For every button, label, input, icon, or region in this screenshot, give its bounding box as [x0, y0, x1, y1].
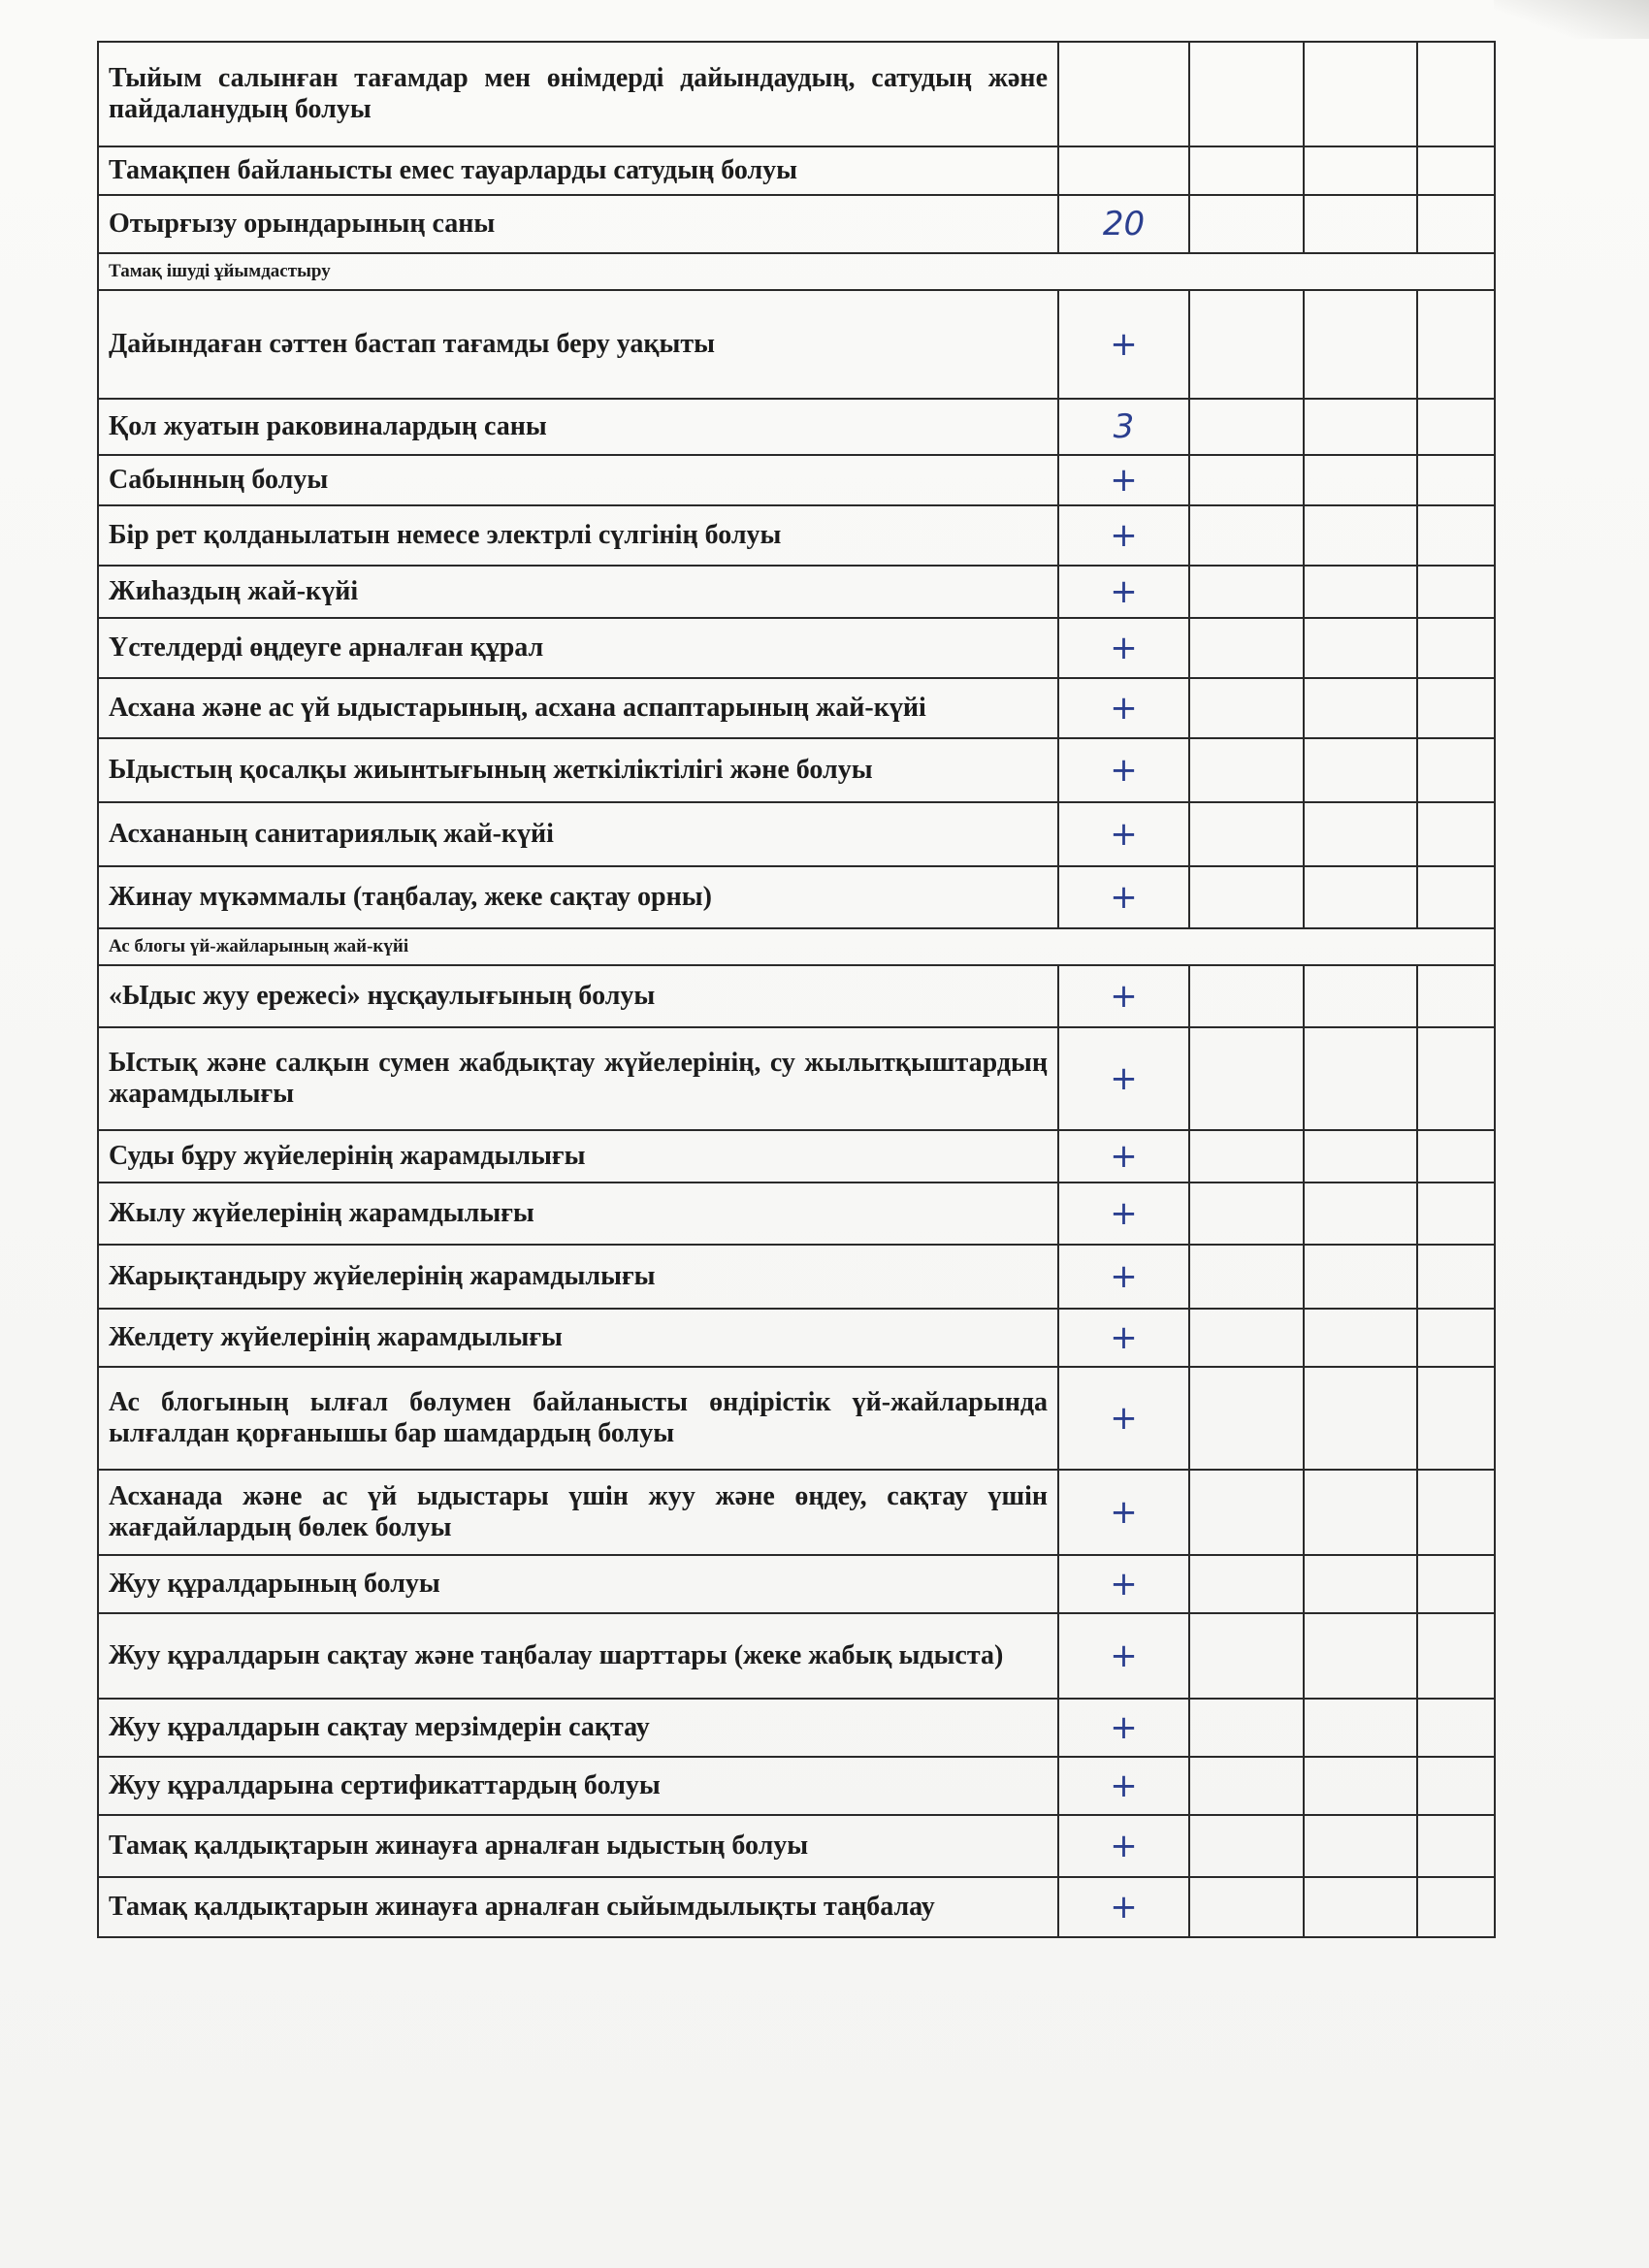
empty-cell — [1304, 1757, 1417, 1815]
empty-cell — [1304, 146, 1417, 195]
criterion-label: Қол жуатын раковиналардың саны — [98, 399, 1058, 455]
empty-cell — [1189, 1027, 1304, 1130]
table-row — [98, 1367, 1495, 1470]
criterion-label: Жуу құралдарын сақтау және таңбалау шарттары (жеке жабық ыдыста) — [98, 1613, 1058, 1699]
empty-cell — [1304, 195, 1417, 253]
empty-cell — [1417, 802, 1495, 866]
criterion-label: Жылу жүйелерінің жарамдылығы — [98, 1183, 1058, 1245]
handwritten-mark: + — [1058, 678, 1189, 738]
table-row — [98, 399, 1495, 455]
empty-cell — [1304, 738, 1417, 802]
handwritten-mark: + — [1058, 618, 1189, 678]
empty-cell — [1304, 1183, 1417, 1245]
criterion-label: Асханада және ас үй ыдыстары үшін жуу және өңдеу, сақтау үшін жағдайлардың бөлек болуы — [98, 1470, 1058, 1555]
empty-cell — [1189, 195, 1304, 253]
empty-cell — [1189, 1815, 1304, 1877]
criterion-label: «Ыдыс жуу ережесі» нұсқаулығының болуы — [98, 965, 1058, 1027]
empty-cell — [1304, 1555, 1417, 1613]
empty-cell — [1304, 505, 1417, 566]
handwritten-mark: + — [1058, 455, 1189, 505]
criterion-label: Жиһаздың жай-күйі — [98, 566, 1058, 618]
empty-cell — [1417, 42, 1495, 146]
empty-cell — [1304, 1130, 1417, 1183]
empty-cell — [1189, 399, 1304, 455]
handwritten-mark: + — [1058, 1245, 1189, 1309]
empty-cell — [1189, 1309, 1304, 1367]
empty-cell — [1304, 1613, 1417, 1699]
criterion-label: Тыйым салынған тағамдар мен өнімдерді дайындаудың, сатудың және пайдаланудың болуы — [98, 42, 1058, 146]
empty-cell — [1304, 1815, 1417, 1877]
empty-cell — [1417, 1613, 1495, 1699]
section-row — [98, 928, 1495, 965]
empty-cell — [1417, 455, 1495, 505]
handwritten-mark: + — [1058, 1757, 1189, 1815]
empty-cell — [1189, 1245, 1304, 1309]
empty-cell — [1304, 965, 1417, 1027]
criterion-label: Жуу құралдарына сертификаттардың болуы — [98, 1757, 1058, 1815]
empty-cell — [1189, 1613, 1304, 1699]
empty-cell — [1304, 1877, 1417, 1937]
empty-cell — [1417, 1877, 1495, 1937]
criterion-label: Отырғызу орындарының саны — [98, 195, 1058, 253]
empty-cell — [1417, 1245, 1495, 1309]
handwritten-mark: 20 — [1058, 195, 1189, 253]
empty-cell — [1417, 678, 1495, 738]
empty-cell — [1189, 1130, 1304, 1183]
table-row — [98, 1027, 1495, 1130]
criterion-label: Жуу құралдарын сақтау мерзімдерін сақтау — [98, 1699, 1058, 1757]
handwritten-mark — [1058, 146, 1189, 195]
table-row — [98, 566, 1495, 618]
handwritten-mark: + — [1058, 1470, 1189, 1555]
empty-cell — [1417, 399, 1495, 455]
handwritten-mark: + — [1058, 1027, 1189, 1130]
handwritten-mark: + — [1058, 866, 1189, 928]
empty-cell — [1417, 146, 1495, 195]
criterion-label: Бір рет қолданылатын немесе электрлі сүлгінің болуы — [98, 505, 1058, 566]
handwritten-mark: + — [1058, 965, 1189, 1027]
empty-cell — [1304, 290, 1417, 399]
handwritten-mark: + — [1058, 1183, 1189, 1245]
criterion-label: Жарықтандыру жүйелерінің жарамдылығы — [98, 1245, 1058, 1309]
table-row — [98, 1130, 1495, 1183]
empty-cell — [1189, 1183, 1304, 1245]
table-row — [98, 1757, 1495, 1815]
empty-cell — [1417, 505, 1495, 566]
section-heading: Тамақ ішуді ұйымдастыру — [98, 253, 1495, 290]
table-row — [98, 290, 1495, 399]
empty-cell — [1189, 738, 1304, 802]
empty-cell — [1304, 42, 1417, 146]
empty-cell — [1304, 1699, 1417, 1757]
table-row — [98, 455, 1495, 505]
handwritten-mark: + — [1058, 1130, 1189, 1183]
empty-cell — [1417, 1309, 1495, 1367]
empty-cell — [1417, 1555, 1495, 1613]
handwritten-mark: + — [1058, 1815, 1189, 1877]
empty-cell — [1417, 965, 1495, 1027]
empty-cell — [1304, 1027, 1417, 1130]
empty-cell — [1189, 678, 1304, 738]
criterion-label: Сабынның болуы — [98, 455, 1058, 505]
table-row — [98, 965, 1495, 1027]
table-row — [98, 1245, 1495, 1309]
criterion-label: Тамақ қалдықтарын жинауға арналған ыдыстың болуы — [98, 1815, 1058, 1877]
table-row — [98, 1815, 1495, 1877]
empty-cell — [1304, 455, 1417, 505]
handwritten-mark: 3 — [1058, 399, 1189, 455]
table-row — [98, 738, 1495, 802]
criterion-label: Үстелдерді өңдеуге арналған құрал — [98, 618, 1058, 678]
empty-cell — [1189, 618, 1304, 678]
criterion-label: Ыдыстың қосалқы жиынтығының жеткіліктілігі және болуы — [98, 738, 1058, 802]
handwritten-mark: + — [1058, 1555, 1189, 1613]
criterion-label: Асхананың санитариялық жай-күйі — [98, 802, 1058, 866]
table-row — [98, 1555, 1495, 1613]
handwritten-mark: + — [1058, 802, 1189, 866]
section-heading: Ас блогы үй-жайларының жай-күйі — [98, 928, 1495, 965]
handwritten-mark: + — [1058, 1699, 1189, 1757]
empty-cell — [1189, 1877, 1304, 1937]
handwritten-mark: + — [1058, 505, 1189, 566]
table-row — [98, 1877, 1495, 1937]
empty-cell — [1417, 1130, 1495, 1183]
empty-cell — [1189, 455, 1304, 505]
empty-cell — [1417, 1183, 1495, 1245]
empty-cell — [1189, 1470, 1304, 1555]
handwritten-mark: + — [1058, 1613, 1189, 1699]
handwritten-mark: + — [1058, 1367, 1189, 1470]
empty-cell — [1304, 802, 1417, 866]
criterion-label: Ас блогының ылғал бөлумен байланысты өндірістік үй-жайларында ылғалдан қорғанышы бар шамдардың болуы — [98, 1367, 1058, 1470]
table-row — [98, 1699, 1495, 1757]
criterion-label: Жинау мүкәммалы (таңбалау, жеке сақтау орны) — [98, 866, 1058, 928]
empty-cell — [1417, 1470, 1495, 1555]
empty-cell — [1189, 802, 1304, 866]
handwritten-mark: + — [1058, 738, 1189, 802]
empty-cell — [1417, 1815, 1495, 1877]
criterion-label: Суды бұру жүйелерінің жарамдылығы — [98, 1130, 1058, 1183]
table-row — [98, 42, 1495, 146]
empty-cell — [1304, 399, 1417, 455]
table-row — [98, 195, 1495, 253]
empty-cell — [1304, 618, 1417, 678]
handwritten-mark: + — [1058, 1877, 1189, 1937]
table-row — [98, 1183, 1495, 1245]
empty-cell — [1189, 42, 1304, 146]
empty-cell — [1189, 1757, 1304, 1815]
table-row — [98, 505, 1495, 566]
empty-cell — [1189, 146, 1304, 195]
criterion-label: Асхана және ас үй ыдыстарының, асхана аспаптарының жай-күйі — [98, 678, 1058, 738]
table-row — [98, 146, 1495, 195]
empty-cell — [1304, 1309, 1417, 1367]
empty-cell — [1189, 505, 1304, 566]
empty-cell — [1304, 566, 1417, 618]
empty-cell — [1189, 566, 1304, 618]
table-row — [98, 866, 1495, 928]
empty-cell — [1417, 1027, 1495, 1130]
empty-cell — [1189, 866, 1304, 928]
empty-cell — [1304, 678, 1417, 738]
handwritten-mark: + — [1058, 1309, 1189, 1367]
handwritten-mark: + — [1058, 566, 1189, 618]
empty-cell — [1189, 290, 1304, 399]
table-row — [98, 678, 1495, 738]
empty-cell — [1304, 1367, 1417, 1470]
table-row — [98, 618, 1495, 678]
table-row — [98, 1470, 1495, 1555]
empty-cell — [1417, 195, 1495, 253]
criterion-label: Жуу құралдарының болуы — [98, 1555, 1058, 1613]
empty-cell — [1304, 866, 1417, 928]
empty-cell — [1417, 290, 1495, 399]
inspection-checklist-table — [97, 41, 1496, 1938]
handwritten-mark — [1058, 42, 1189, 146]
empty-cell — [1189, 1555, 1304, 1613]
criterion-label: Дайындаған сәттен бастап тағамды беру уақыты — [98, 290, 1058, 399]
criterion-label: Тамақпен байланысты емес тауарларды сатудың болуы — [98, 146, 1058, 195]
empty-cell — [1304, 1245, 1417, 1309]
empty-cell — [1189, 965, 1304, 1027]
scan-shadow — [1494, 0, 1649, 39]
empty-cell — [1189, 1367, 1304, 1470]
empty-cell — [1189, 1699, 1304, 1757]
criterion-label: Желдету жүйелерінің жарамдылығы — [98, 1309, 1058, 1367]
section-row — [98, 253, 1495, 290]
criterion-label: Тамақ қалдықтарын жинауға арналған сыйымдылықты таңбалау — [98, 1877, 1058, 1937]
empty-cell — [1417, 738, 1495, 802]
table-row — [98, 802, 1495, 866]
empty-cell — [1417, 1757, 1495, 1815]
empty-cell — [1417, 1699, 1495, 1757]
table-row — [98, 1309, 1495, 1367]
empty-cell — [1417, 866, 1495, 928]
handwritten-mark: + — [1058, 290, 1189, 399]
empty-cell — [1417, 1367, 1495, 1470]
empty-cell — [1304, 1470, 1417, 1555]
criterion-label: Ыстық және салқын сумен жабдықтау жүйелерінің, су жылытқыштардың жарамдылығы — [98, 1027, 1058, 1130]
empty-cell — [1417, 618, 1495, 678]
empty-cell — [1417, 566, 1495, 618]
table-row — [98, 1613, 1495, 1699]
